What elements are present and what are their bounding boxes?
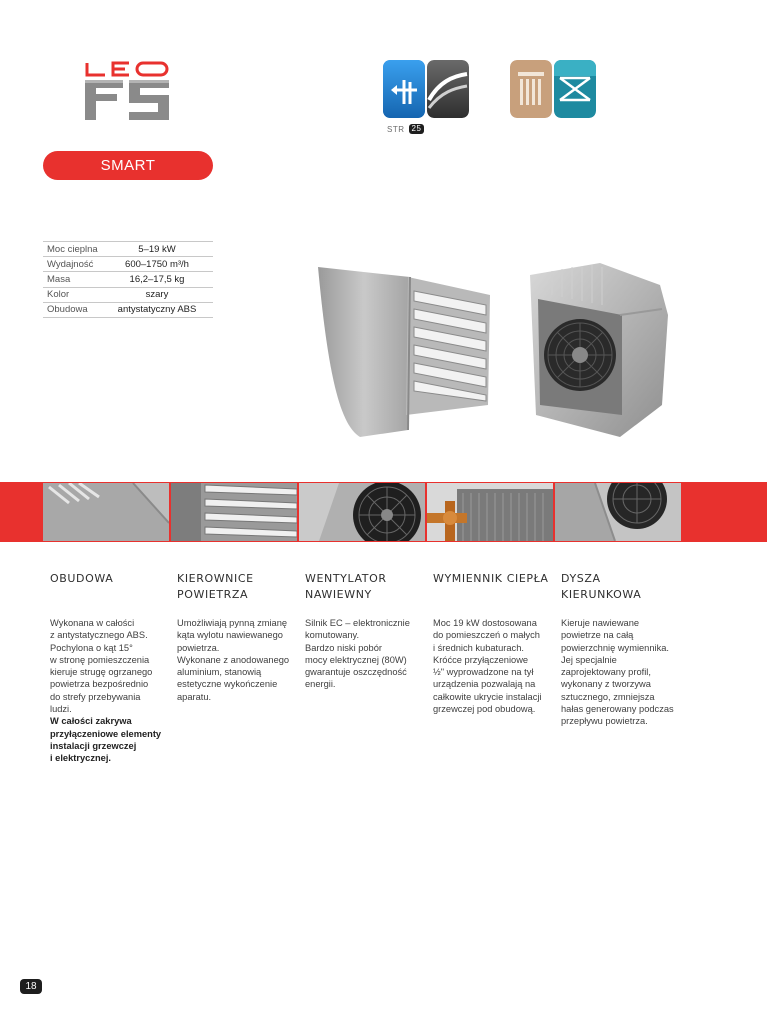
spec-row	[43, 257, 213, 272]
feature-description	[433, 617, 551, 715]
spec-row	[43, 242, 213, 257]
model-name-badge: SMART	[43, 151, 213, 180]
feature-nozzle	[561, 571, 679, 728]
louvres-detail-image	[171, 483, 297, 541]
spec-value: szary	[105, 287, 213, 302]
spec-label: Wydajność	[43, 257, 105, 272]
nozzle-detail-image	[555, 483, 681, 541]
feature-housing	[50, 571, 168, 765]
spec-row	[43, 287, 213, 302]
feature-title: WYMIENNIK CIEPŁA	[433, 572, 549, 585]
feature-text-bold: W całości zakrywa przyłączeniowe elementy instalacji grzewczej i elektrycznej.	[50, 716, 162, 764]
antistatic-housing-icon	[554, 60, 596, 118]
feature-title: KIEROWNICE POWIETRZA	[177, 572, 254, 601]
feature-description	[305, 617, 423, 691]
spec-label: Obudowa	[43, 302, 105, 317]
spec-value: antystatyczny ABS	[105, 302, 213, 317]
spec-label: Moc cieplna	[43, 242, 105, 257]
spec-row	[43, 272, 213, 287]
fan-detail-image	[299, 483, 425, 541]
leo-fs-logo-image	[83, 58, 173, 122]
spec-table	[43, 241, 213, 318]
spec-label: Masa	[43, 272, 105, 287]
page-number: 18	[20, 979, 42, 994]
spec-row	[43, 302, 213, 317]
feature-text: Wykonana w całości z antystatycznego ABS. Pochylona o kąt 15° w stronę pomieszczenia kieruje strugę ogrzanego powietrza bezpośrednio do strefy przebywania ludzi.	[50, 618, 153, 715]
housing-detail-image	[43, 483, 169, 541]
feature-icons	[383, 60, 598, 120]
feature-text: Silnik EC – elektronicznie komutowany. Bardzo niski pobór mocy elektrycznej (80W) gwarantuje oszczędność energii.	[305, 618, 410, 690]
heat-exchanger-icon	[510, 60, 552, 118]
spec-label: Kolor	[43, 287, 105, 302]
feature-description	[561, 617, 679, 728]
feature-title: OBUDOWA	[50, 572, 114, 585]
page-reference	[387, 124, 424, 134]
feature-heat-exchanger	[433, 571, 551, 715]
feature-text: Kieruje nawiewane powietrze na całą powierzchnię wymiennika. Jej specjalnie zaprojektowany profil, wykonany z tworzywa sztucznego, zmniejsza hałas generowany podczas przepływu powietrza.	[561, 618, 674, 727]
spec-value: 600–1750 m³/h	[105, 257, 213, 272]
feature-text: Umożliwiają pynną zmianę kąta wylotu nawiewanego powietrza. Wykonane z anodowanego aluminium, stanowią estetyczne wykończenie aparatu.	[177, 618, 290, 702]
pipe-connection-icon	[383, 60, 425, 118]
spec-value: 5–19 kW	[105, 242, 213, 257]
str-page-badge: 25	[409, 124, 425, 134]
curved-airflow-icon	[427, 60, 469, 118]
heat-exchanger-detail-image	[427, 483, 553, 541]
feature-title: DYSZA KIERUNKOWA	[561, 572, 642, 601]
feature-title: WENTYLATOR NAWIEWNY	[305, 572, 387, 601]
product-image	[300, 255, 680, 445]
feature-text: Moc 19 kW dostosowana do pomieszczeń o małych i średnich kubaturach. Króćce przyłączeniowe ½" wyprowadzone na tył urządzenia pozwalają na całkowite ukrycie instalacji grzewczej pod obudową.	[433, 618, 542, 715]
feature-fan	[305, 571, 423, 691]
spec-value: 16,2–17,5 kg	[105, 272, 213, 287]
brand-logo	[83, 58, 173, 122]
str-label: STR	[387, 124, 405, 134]
feature-description	[50, 617, 168, 765]
feature-louvres	[177, 571, 295, 703]
feature-description	[177, 617, 295, 703]
